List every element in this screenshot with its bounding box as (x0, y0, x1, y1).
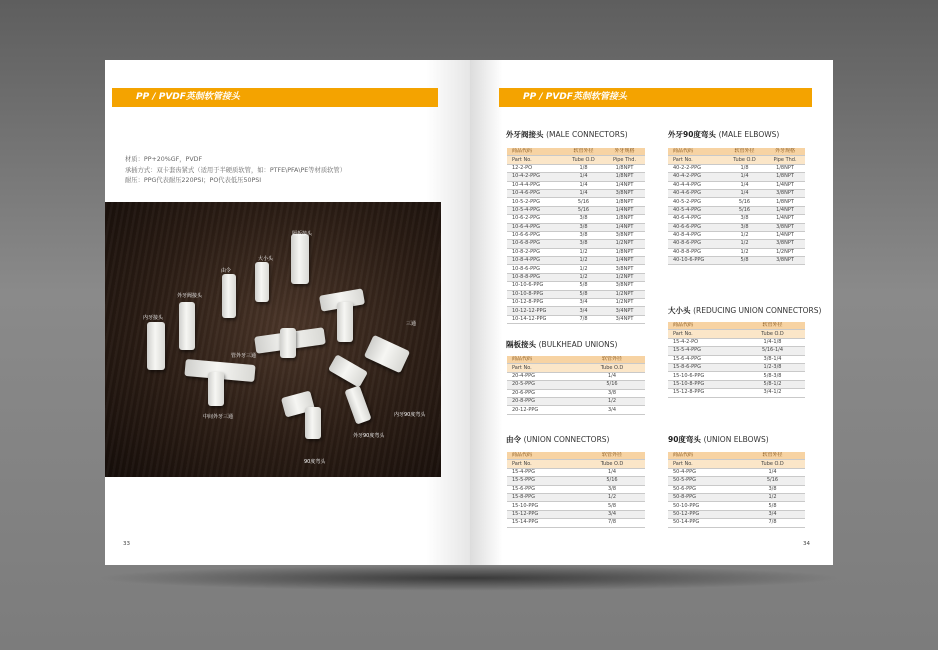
male-connector-fitting (179, 302, 195, 350)
right-page-header: PP / PVDF英制软管接头 (499, 88, 812, 107)
table-cell: 软管外径 (563, 148, 604, 156)
table-header-cn (668, 322, 805, 330)
table-cell: 15-10-PPG (507, 502, 579, 510)
table-cell: Tube O.D (563, 156, 604, 164)
table-cell: 5/8-3/8 (740, 372, 805, 380)
table-row (668, 468, 805, 476)
table-cell: Part No. (668, 330, 740, 338)
table-cell: 1/2 (579, 397, 645, 405)
table-cell: 商品代码 (507, 452, 579, 460)
table-row (507, 282, 645, 290)
section-title-cn: 隔板接头 (506, 340, 536, 349)
section-title-cn: 外牙90度弯头 (668, 130, 716, 139)
table-cell: 15-5-4-PPG (668, 347, 740, 355)
table-cell: 15-12-PPG (507, 510, 579, 518)
table-row (507, 173, 645, 181)
table-row (668, 355, 805, 363)
table-row (668, 215, 805, 223)
table-row (668, 240, 805, 248)
female-connector-fitting (147, 322, 165, 370)
table-cell: 40-6-6-PPG (668, 223, 724, 231)
table-cell: 5/8 (724, 257, 765, 265)
tee-fitting-branch (337, 302, 353, 342)
table-row (668, 380, 805, 388)
table-cell: Part No. (668, 156, 724, 164)
table-cell: 1/2 (740, 493, 805, 501)
male-connectors-title (506, 129, 628, 140)
table-cell: 5/16 (563, 206, 604, 214)
table-cell: 3/8-1/4 (740, 355, 805, 363)
table-cell: 1/2NPT (604, 273, 645, 281)
table-cell: 5/8 (579, 502, 645, 510)
table-cell: Tube O.D (579, 364, 645, 372)
male-connectors-table (507, 148, 645, 324)
table-header-en (668, 330, 805, 338)
photo-label-female-connector: 内牙接头 (143, 315, 164, 321)
table-cell: 15-4-2-PO (668, 338, 740, 346)
table-cell: 1/8NPT (765, 173, 805, 181)
table-cell: 软管外径 (740, 452, 805, 460)
table-cell: 商品代码 (668, 148, 724, 156)
table-row (507, 231, 645, 239)
table-cell: 40-8-6-PPG (668, 240, 724, 248)
table-cell: 1/8 (724, 164, 765, 172)
table-cell: 3/4 (563, 307, 604, 315)
table-cell: 7/8 (740, 519, 805, 527)
table-row (507, 240, 645, 248)
table-row (668, 510, 805, 518)
table-cell: 50-8-PPG (668, 493, 740, 501)
table-cell: 10-14-12-PPG (507, 315, 563, 323)
table-cell: 外牙规格 (604, 148, 645, 156)
table-cell: 20-6-PPG (507, 389, 579, 397)
table-cell: 1/4 (724, 181, 765, 189)
table-row (668, 248, 805, 256)
photo-label-reducing: 大小头 (258, 256, 274, 262)
male-elbows-table (668, 148, 805, 265)
table-cell: 15-10-8-PPG (668, 380, 740, 388)
section-title-en: (UNION ELBOWS) (703, 435, 769, 444)
table-row (507, 206, 645, 214)
section-title-cn: 由令 (506, 435, 521, 444)
table-row (668, 198, 805, 206)
table-cell: 15-5-PPG (507, 477, 579, 485)
table-cell: 1/4 (724, 173, 765, 181)
table-cell: 3/4 (740, 510, 805, 518)
table-cell: 5/16-1/4 (740, 347, 805, 355)
table-cell: 10-5-2-PPG (507, 198, 563, 206)
table-cell: 3/8NPT (765, 223, 805, 231)
table-row (668, 181, 805, 189)
table-row (507, 307, 645, 315)
female-elbow-fitting (364, 335, 410, 374)
table-cell: 50-10-PPG (668, 502, 740, 510)
table-cell: 1/8NPT (604, 248, 645, 256)
table-cell: 1/2NPT (765, 248, 805, 256)
union-elbows-title (668, 434, 769, 445)
table-cell: 1/4 (579, 372, 645, 380)
table-cell: 1/2 (724, 240, 765, 248)
table-cell: 10-6-2-PPG (507, 215, 563, 223)
table-row (507, 468, 645, 476)
table-cell: 10-8-2-PPG (507, 248, 563, 256)
table-cell: 5/16 (724, 206, 765, 214)
union-connectors-table (507, 452, 645, 528)
table-cell: 3/8 (724, 223, 765, 231)
table-cell: 3/4-1/2 (740, 389, 805, 397)
section-title-cn: 90度弯头 (668, 435, 701, 444)
photo-label-male-elbow: 外牙90度弯头 (353, 433, 385, 439)
table-cell: 商品代码 (507, 148, 563, 156)
table-row (668, 363, 805, 371)
table-row (507, 485, 645, 493)
table-cell: 3/8 (724, 215, 765, 223)
union-elbow-leg (305, 407, 321, 439)
table-cell: 1/2 (724, 248, 765, 256)
table-cell: 50-14-PPG (668, 519, 740, 527)
book-shadow (95, 565, 843, 591)
table-cell: 3/8 (563, 215, 604, 223)
table-cell: 15-14-PPG (507, 519, 579, 527)
table-cell: 1/8 (563, 164, 604, 172)
table-cell: 1/4 (579, 468, 645, 476)
table-header-cn (668, 452, 805, 460)
table-row (507, 381, 645, 389)
page-number-right: 34 (803, 541, 810, 547)
table-row (507, 406, 645, 414)
table-cell: 40-6-4-PPG (668, 215, 724, 223)
table-row (668, 338, 805, 346)
table-cell: 10-12-12-PPG (507, 307, 563, 315)
union-connectors-title (506, 434, 609, 445)
table-cell: 3/8 (740, 485, 805, 493)
table-cell: 1/4NPT (765, 231, 805, 239)
section-title-en: (MALE ELBOWS) (718, 130, 780, 139)
table-cell: Tube O.D (579, 460, 645, 468)
table-cell: 1/8NPT (765, 164, 805, 172)
table-cell: 40-5-2-PPG (668, 198, 724, 206)
table-cell: 5/16 (563, 198, 604, 206)
table-cell: 20-12-PPG (507, 406, 579, 414)
table-cell: 1/4 (724, 189, 765, 197)
table-row (507, 198, 645, 206)
table-cell: 1/4NPT (765, 215, 805, 223)
table-cell: 5/8 (563, 282, 604, 290)
table-cell: 20-4-PPG (507, 372, 579, 380)
table-header-en (507, 460, 645, 468)
table-cell: 7/8 (579, 519, 645, 527)
table-cell: 3/4 (563, 299, 604, 307)
table-row (507, 510, 645, 518)
table-cell: 商品代码 (668, 322, 740, 330)
table-cell: 软管外径 (579, 356, 645, 364)
table-cell: 10-8-4-PPG (507, 257, 563, 265)
table-cell: 15-6-4-PPG (668, 355, 740, 363)
table-cell: 7/8 (563, 315, 604, 323)
table-cell: Tube O.D (740, 330, 805, 338)
table-cell: 1/4NPT (604, 181, 645, 189)
table-cell: 1/2NPT (604, 299, 645, 307)
table-cell: 10-6-4-PPG (507, 223, 563, 231)
table-cell: Pipe Thd. (604, 156, 645, 164)
table-row (668, 389, 805, 397)
table-cell: 1/4NPT (765, 206, 805, 214)
table-cell: 3/8NPT (765, 257, 805, 265)
table-row (668, 257, 805, 265)
photo-label-male-connector: 外牙阀接头 (177, 293, 203, 299)
section-title-en: (MALE CONNECTORS) (546, 130, 628, 139)
table-cell: 50-4-PPG (668, 468, 740, 476)
table-cell: 商品代码 (668, 452, 740, 460)
table-row (507, 315, 645, 323)
table-cell: 1/4 (563, 189, 604, 197)
table-cell: 1/2NPT (604, 290, 645, 298)
table-row (668, 372, 805, 380)
table-cell: 1/4NPT (604, 206, 645, 214)
male-run-tee-branch (280, 328, 296, 358)
table-row (668, 189, 805, 197)
desc-line: 耐压：PPG代表耐压220PSI；PO代表低压50PSI (125, 177, 262, 184)
table-cell: 10-4-6-PPG (507, 189, 563, 197)
table-cell: 5/8-1/2 (740, 380, 805, 388)
table-row (507, 164, 645, 172)
table-cell: 1/2 (563, 265, 604, 273)
table-cell: 3/8 (563, 231, 604, 239)
table-cell: 1/8NPT (604, 198, 645, 206)
table-row (668, 164, 805, 172)
table-cell: 10-12-8-PPG (507, 299, 563, 307)
table-cell: 10-6-8-PPG (507, 240, 563, 248)
table-cell: 1/4NPT (765, 181, 805, 189)
table-cell: 10-6-6-PPG (507, 231, 563, 239)
table-cell: 软管外径 (740, 322, 805, 330)
table-cell: 40-8-4-PPG (668, 231, 724, 239)
photo-label-bulkhead: 隔板接头 (292, 231, 313, 237)
photo-label-female-elbow: 内牙90度弯头 (394, 412, 426, 418)
table-cell: 5/16 (579, 381, 645, 389)
table-cell: 1/2 (724, 231, 765, 239)
table-cell: 1/8NPT (765, 198, 805, 206)
table-row (668, 485, 805, 493)
table-cell: 15-10-6-PPG (668, 372, 740, 380)
table-row (668, 231, 805, 239)
table-cell: 15-4-PPG (507, 468, 579, 476)
table-cell: 10-5-4-PPG (507, 206, 563, 214)
desc-line: 承插方式：双卡套齿紧式（适用于半硬质软管，如：PTFE\PFA\PE等材质软管） (125, 166, 347, 174)
material-description (125, 155, 346, 187)
male-elbow-fitting (328, 354, 368, 388)
table-cell: 1/8NPT (604, 173, 645, 181)
table-row (507, 290, 645, 298)
table-cell: 40-4-6-PPG (668, 189, 724, 197)
table-cell: 40-2-2-PPG (668, 164, 724, 172)
table-row (668, 493, 805, 501)
bulkhead-unions-table (507, 356, 645, 415)
table-cell: 3/8NPT (765, 189, 805, 197)
table-cell: 5/16 (724, 198, 765, 206)
table-row (507, 265, 645, 273)
table-cell: 1/4NPT (604, 223, 645, 231)
table-cell: 软管外径 (724, 148, 765, 156)
table-row (507, 397, 645, 405)
table-cell: 50-12-PPG (668, 510, 740, 518)
table-row (668, 223, 805, 231)
photo-label-male-branch-tee: 中间外牙三通 (203, 414, 234, 420)
table-cell: 3/8 (579, 389, 645, 397)
table-cell: 1/8NPT (604, 164, 645, 172)
table-row (507, 389, 645, 397)
table-row (507, 502, 645, 510)
reducing-unions-table (668, 322, 805, 398)
section-title-en: (UNION CONNECTORS) (523, 435, 610, 444)
table-cell: 50-5-PPG (668, 477, 740, 485)
table-cell: 3/8 (579, 485, 645, 493)
table-cell: 10-4-2-PPG (507, 173, 563, 181)
table-cell: 1/2 (579, 493, 645, 501)
desc-line: 材质：PP+20%GF，PVDF (125, 156, 203, 163)
table-cell: 3/4NPT (604, 307, 645, 315)
table-cell: Tube O.D (740, 460, 805, 468)
photo-label-union: 由令 (221, 268, 232, 274)
table-cell: 20-8-PPG (507, 397, 579, 405)
table-cell: 商品代码 (507, 356, 579, 364)
table-header-cn (507, 452, 645, 460)
table-cell: 1/2 (563, 273, 604, 281)
table-header-en (507, 156, 645, 164)
table-cell: 1/8NPT (604, 215, 645, 223)
table-cell: 5/16 (740, 477, 805, 485)
reducing-unions-title (668, 305, 821, 316)
table-cell: 5/8 (563, 290, 604, 298)
table-cell: 3/8NPT (765, 240, 805, 248)
table-cell: 1/2 (563, 257, 604, 265)
table-row (507, 189, 645, 197)
table-header-en (668, 156, 805, 164)
table-cell: 3/8NPT (604, 231, 645, 239)
table-cell: 3/8 (563, 223, 604, 231)
table-row (668, 206, 805, 214)
table-cell: 3/4NPT (604, 315, 645, 323)
table-header-cn (507, 356, 645, 364)
table-cell: 50-6-PPG (668, 485, 740, 493)
male-elbow-leg (344, 385, 371, 424)
table-cell: Part No. (507, 364, 579, 372)
table-row (668, 477, 805, 485)
section-title-cn: 大小头 (668, 306, 691, 315)
bulkhead-unions-title (506, 339, 617, 350)
table-header-cn (668, 148, 805, 156)
table-cell: 外牙规格 (765, 148, 805, 156)
table-row (507, 299, 645, 307)
table-cell: 1/4 (563, 181, 604, 189)
table-row (507, 248, 645, 256)
table-row (507, 257, 645, 265)
table-cell: 3/4 (579, 406, 645, 414)
table-row (507, 181, 645, 189)
table-cell: Part No. (668, 460, 740, 468)
table-row (507, 223, 645, 231)
table-row (668, 347, 805, 355)
photo-label-tee: 三通 (406, 321, 417, 327)
table-cell: 40-4-2-PPG (668, 173, 724, 181)
table-cell: 3/8NPT (604, 265, 645, 273)
table-cell: Pipe Thd. (765, 156, 805, 164)
bulkhead-union-fitting (291, 234, 309, 284)
table-cell: 软管外径 (579, 452, 645, 460)
table-row (507, 519, 645, 527)
page-number-left: 33 (123, 541, 130, 547)
table-row (507, 372, 645, 380)
table-cell: 15-12-8-PPG (668, 389, 740, 397)
table-cell: 15-8-PPG (507, 493, 579, 501)
table-cell: 3/8NPT (604, 189, 645, 197)
photo-label-male-run-tee: 管外牙三通 (231, 353, 257, 359)
table-row (507, 273, 645, 281)
table-row (507, 493, 645, 501)
table-cell: 1/4 (740, 468, 805, 476)
section-title-cn: 外牙阀接头 (506, 130, 544, 139)
union-fitting (222, 274, 236, 318)
table-cell: 40-8-8-PPG (668, 248, 724, 256)
table-cell: 1/2 (563, 248, 604, 256)
table-cell: 10-8-8-PPG (507, 273, 563, 281)
table-cell: 40-4-4-PPG (668, 181, 724, 189)
table-header-en (507, 364, 645, 372)
union-elbows-table (668, 452, 805, 528)
reducing-union-fitting (255, 262, 269, 302)
male-branch-tee-branch (208, 372, 224, 406)
table-cell: Part No. (507, 156, 563, 164)
table-cell: Part No. (507, 460, 579, 468)
table-cell: 1/4NPT (604, 257, 645, 265)
table-header-cn (507, 148, 645, 156)
table-cell: 1/4-1/8 (740, 338, 805, 346)
table-cell: 3/8 (563, 240, 604, 248)
table-cell: 1/2-3/8 (740, 363, 805, 371)
table-cell: 40-5-4-PPG (668, 206, 724, 214)
photo-label-union-elbow: 90度弯头 (304, 459, 326, 465)
table-cell: 12-2-PO (507, 164, 563, 172)
table-row (668, 519, 805, 527)
table-cell: 1/2NPT (604, 240, 645, 248)
product-photo (105, 202, 441, 477)
table-cell: 5/8 (740, 502, 805, 510)
table-cell: 10-10-8-PPG (507, 290, 563, 298)
table-cell: Tube O.D (724, 156, 765, 164)
table-cell: 20-5-PPG (507, 381, 579, 389)
table-cell: 1/4 (563, 173, 604, 181)
male-elbows-title (668, 129, 779, 140)
left-page-header: PP / PVDF英制软管接头 (112, 88, 438, 107)
table-row (668, 173, 805, 181)
table-row (507, 477, 645, 485)
table-cell: 10-8-6-PPG (507, 265, 563, 273)
table-row (668, 502, 805, 510)
table-cell: 3/4 (579, 510, 645, 518)
table-cell: 15-8-6-PPG (668, 363, 740, 371)
table-cell: 5/16 (579, 477, 645, 485)
table-cell: 15-6-PPG (507, 485, 579, 493)
section-title-en: (REDUCING UNION CONNECTORS) (693, 306, 822, 315)
table-cell: 10-10-6-PPG (507, 282, 563, 290)
table-cell: 40-10-6-PPG (668, 257, 724, 265)
table-row (507, 215, 645, 223)
table-header-en (668, 460, 805, 468)
table-cell: 10-4-4-PPG (507, 181, 563, 189)
table-cell: 3/8NPT (604, 282, 645, 290)
section-title-en: (BULKHEAD UNIONS) (538, 340, 618, 349)
